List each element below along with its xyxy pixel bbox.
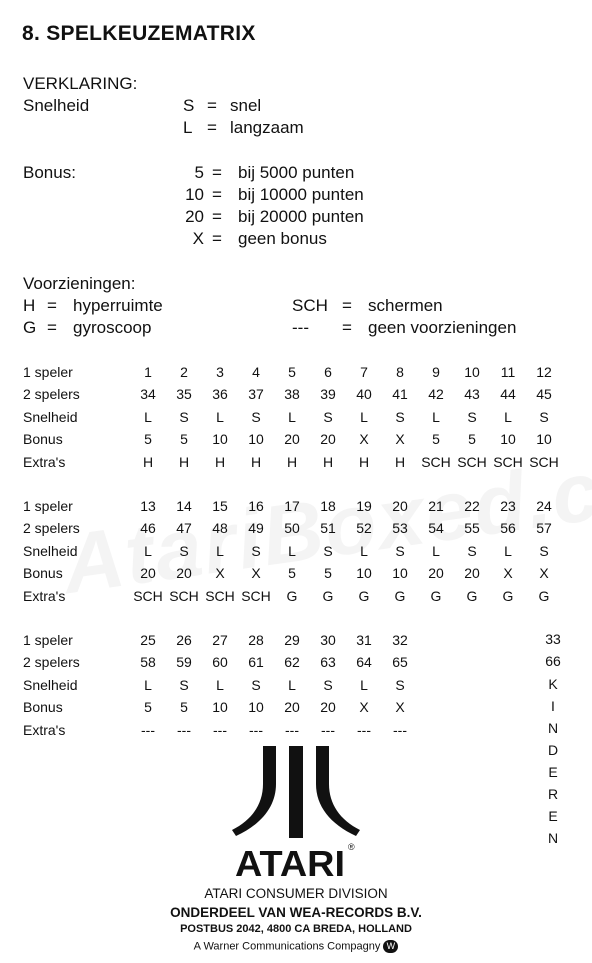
one-player-number: 9 xyxy=(432,364,440,380)
extras-value: --- xyxy=(285,721,299,738)
row-label-extras: Extra's xyxy=(23,721,66,738)
bonus-value: 5 xyxy=(468,431,476,448)
one-player-number: 15 xyxy=(212,498,228,514)
speed-value: L xyxy=(144,542,152,559)
speed-value: L xyxy=(216,408,224,425)
speed-value: L xyxy=(432,542,440,559)
bonus-value: 20 xyxy=(284,431,300,448)
legend-bonus-text: bij 10000 punten xyxy=(238,185,364,204)
legend-speed-eq-l: = xyxy=(207,118,217,137)
speed-value: L xyxy=(360,542,368,559)
footer-company: ONDERDEEL VAN WEA-RECORDS B.V. xyxy=(170,905,422,920)
one-player-number: 4 xyxy=(252,364,260,380)
extras-value: --- xyxy=(213,721,227,738)
speed-value: L xyxy=(216,542,224,559)
two-players-number: 41 xyxy=(392,386,408,403)
two-players-number: 43 xyxy=(464,386,480,403)
legend-heading: VERKLARING: xyxy=(23,74,138,93)
legend-bonus-text: bij 5000 punten xyxy=(238,163,355,182)
speed-value: L xyxy=(360,676,368,693)
legend-feature-eq: = xyxy=(47,296,57,315)
one-player-number: 5 xyxy=(288,364,296,380)
bonus-value: 10 xyxy=(500,431,516,448)
bonus-value: 10 xyxy=(212,431,228,448)
two-players-number: 57 xyxy=(536,520,552,537)
kids-letter: D xyxy=(547,742,559,758)
bonus-value: 5 xyxy=(432,431,440,448)
bonus-value: 10 xyxy=(536,431,552,448)
one-player-number: 16 xyxy=(248,498,264,514)
speed-value: S xyxy=(395,676,405,693)
bonus-value: 10 xyxy=(392,565,408,582)
extras-value: SCH xyxy=(457,453,487,470)
one-player-number: 10 xyxy=(464,364,480,380)
two-players-number: 34 xyxy=(140,386,156,403)
two-players-number: 54 xyxy=(428,520,444,537)
legend-bonus-eq: = xyxy=(212,229,222,248)
bonus-value: 10 xyxy=(212,699,228,716)
extras-value: G xyxy=(466,587,478,604)
one-player-number: 23 xyxy=(500,498,516,514)
legend-feature-code: G xyxy=(23,318,37,337)
legend-bonus-code: 5 xyxy=(194,163,204,182)
speed-value: L xyxy=(504,408,512,425)
bonus-value: 20 xyxy=(320,431,336,448)
legend-speed-code-l: L xyxy=(183,118,193,137)
row-label-one-player: 1 speler xyxy=(23,364,73,380)
bonus-value: 5 xyxy=(144,431,152,448)
extras-value: H xyxy=(142,453,154,470)
extras-value: H xyxy=(214,453,226,470)
two-players-number: 62 xyxy=(284,654,300,671)
legend-speed-text-s: snel xyxy=(230,96,262,115)
one-player-number: 19 xyxy=(356,498,372,514)
extras-value: SCH xyxy=(169,587,199,604)
warner-logo-icon: W xyxy=(383,940,398,953)
legend-feature-eq: = xyxy=(342,318,352,337)
extras-value: SCH xyxy=(493,453,523,470)
legend-feature-code: SCH xyxy=(292,296,328,315)
row-label-one-player: 1 speler xyxy=(23,498,73,514)
speed-value: S xyxy=(251,542,261,559)
two-players-number: 39 xyxy=(320,386,336,403)
speed-value: L xyxy=(288,542,296,559)
page-title: 8. SPELKEUZEMATRIX xyxy=(22,22,256,45)
bonus-value: 5 xyxy=(180,431,188,448)
legend-bonus-eq: = xyxy=(212,207,222,226)
extras-value: H xyxy=(250,453,262,470)
speed-value: S xyxy=(179,542,189,559)
legend-bonus-code: 10 xyxy=(185,185,204,204)
extras-value: --- xyxy=(357,721,371,738)
speed-value: S xyxy=(395,408,405,425)
speed-value: L xyxy=(288,676,296,693)
speed-value: S xyxy=(179,676,189,693)
kids-letter: E xyxy=(548,808,558,824)
extras-value: SCH xyxy=(421,453,451,470)
one-player-number: 28 xyxy=(248,632,264,648)
row-label-bonus: Bonus xyxy=(23,431,63,448)
one-player-number: 31 xyxy=(356,632,372,648)
two-players-number: 47 xyxy=(176,520,192,537)
speed-value: S xyxy=(323,542,333,559)
two-players-number: 40 xyxy=(356,386,372,403)
atari-fuji-right xyxy=(316,746,360,836)
row-label-extras: Extra's xyxy=(23,453,66,470)
legend-bonus-code: 20 xyxy=(185,207,204,226)
kids-letter: N xyxy=(547,720,559,736)
extras-value: --- xyxy=(141,721,155,738)
one-player-number: 1 xyxy=(144,364,152,380)
extras-value: --- xyxy=(249,721,263,738)
row-label-speed: Snelheid xyxy=(23,408,78,425)
two-players-number: 53 xyxy=(392,520,408,537)
legend-bonus-text: bij 20000 punten xyxy=(238,207,364,226)
extras-value: H xyxy=(286,453,298,470)
one-player-number: 22 xyxy=(464,498,480,514)
speed-value: L xyxy=(504,542,512,559)
two-players-number: 48 xyxy=(212,520,228,537)
atari-wordmark: ATARI xyxy=(235,843,345,878)
bonus-value: 5 xyxy=(288,565,296,582)
legend-speed-text-l: langzaam xyxy=(230,118,304,137)
two-players-number: 50 xyxy=(284,520,300,537)
bonus-value: 20 xyxy=(428,565,444,582)
extras-value: G xyxy=(538,587,550,604)
extras-value: G xyxy=(358,587,370,604)
bonus-value: X xyxy=(251,565,261,582)
row-label-one-player: 1 speler xyxy=(23,632,73,648)
one-player-number: 25 xyxy=(140,632,156,648)
bonus-value: 20 xyxy=(320,699,336,716)
bonus-value: 10 xyxy=(248,431,264,448)
legend-bonus-label: Bonus: xyxy=(23,163,76,182)
speed-value: S xyxy=(251,676,261,693)
extras-value: G xyxy=(502,587,514,604)
legend-feature-eq: = xyxy=(47,318,57,337)
extras-value: G xyxy=(430,587,442,604)
one-player-number: 14 xyxy=(176,498,192,514)
kids-letter: K xyxy=(548,676,558,692)
one-player-number: 20 xyxy=(392,498,408,514)
extras-value: --- xyxy=(321,721,335,738)
extras-value: G xyxy=(286,587,298,604)
bonus-value: X xyxy=(395,699,405,716)
row-label-speed: Snelheid xyxy=(23,542,78,559)
two-players-number: 63 xyxy=(320,654,336,671)
atari-logo-icon xyxy=(232,744,362,878)
legend-feature-code: H xyxy=(23,296,36,315)
one-player-number: 30 xyxy=(320,632,336,648)
legend-feature-text: hyperruimte xyxy=(73,296,163,315)
two-players-number: 55 xyxy=(464,520,480,537)
row-label-speed: Snelheid xyxy=(23,676,78,693)
extras-value: H xyxy=(394,453,406,470)
two-players-number: 60 xyxy=(212,654,228,671)
speed-value: S xyxy=(539,408,549,425)
extras-value: SCH xyxy=(133,587,163,604)
atari-fuji-center xyxy=(289,746,303,838)
speed-value: S xyxy=(323,676,333,693)
two-players-number: 64 xyxy=(356,654,372,671)
bonus-value: X xyxy=(503,565,513,582)
footer-division: ATARI CONSUMER DIVISION xyxy=(204,886,388,901)
speed-value: S xyxy=(539,542,549,559)
one-player-number: 29 xyxy=(284,632,300,648)
one-player-number: 7 xyxy=(360,364,368,380)
one-player-number: 18 xyxy=(320,498,336,514)
extras-value: SCH xyxy=(529,453,559,470)
bonus-value: X xyxy=(395,431,405,448)
bonus-value: 20 xyxy=(464,565,480,582)
legend-feature-eq: = xyxy=(342,296,352,315)
speed-value: S xyxy=(395,542,405,559)
legend-feature-text: schermen xyxy=(368,296,443,315)
legend-bonus-text: geen bonus xyxy=(238,229,327,248)
legend-features-label: Voorzieningen: xyxy=(23,274,136,293)
two-players-number: 36 xyxy=(212,386,228,403)
legend-feature-text: gyroscoop xyxy=(73,318,152,337)
row-label-two-players: 2 spelers xyxy=(23,386,80,403)
kids-letter: E xyxy=(548,764,558,780)
legend-speed-eq-s: = xyxy=(207,96,217,115)
row-label-extras: Extra's xyxy=(23,587,66,604)
one-player-number: 17 xyxy=(284,498,300,514)
legend-bonus-eq: = xyxy=(212,163,222,182)
kids-one-player: 33 xyxy=(545,631,561,647)
bonus-value: 10 xyxy=(248,699,264,716)
bonus-value: X xyxy=(359,431,369,448)
two-players-number: 65 xyxy=(392,654,408,671)
row-label-bonus: Bonus xyxy=(23,565,63,582)
speed-value: S xyxy=(467,542,477,559)
row-label-two-players: 2 spelers xyxy=(23,654,80,671)
two-players-number: 37 xyxy=(248,386,264,403)
atari-registered-mark: ® xyxy=(348,842,355,852)
bonus-value: 5 xyxy=(144,699,152,716)
kids-letter: I xyxy=(551,698,555,714)
legend-bonus-code: X xyxy=(192,229,204,248)
speed-value: L xyxy=(288,408,296,425)
extras-value: SCH xyxy=(205,587,235,604)
one-player-number: 21 xyxy=(428,498,444,514)
two-players-number: 59 xyxy=(176,654,192,671)
extras-value: H xyxy=(358,453,370,470)
two-players-number: 38 xyxy=(284,386,300,403)
one-player-number: 8 xyxy=(396,364,404,380)
extras-value: --- xyxy=(177,721,191,738)
two-players-number: 44 xyxy=(500,386,516,403)
speed-value: S xyxy=(251,408,261,425)
row-label-two-players: 2 spelers xyxy=(23,520,80,537)
legend-speed-label: Snelheid xyxy=(23,96,90,115)
one-player-number: 27 xyxy=(212,632,228,648)
watermark xyxy=(57,424,592,614)
bonus-value: X xyxy=(215,565,225,582)
extras-value: G xyxy=(394,587,406,604)
bonus-value: 20 xyxy=(140,565,156,582)
one-player-number: 2 xyxy=(180,364,188,380)
bonus-value: 10 xyxy=(356,565,372,582)
one-player-number: 11 xyxy=(500,364,516,380)
two-players-number: 52 xyxy=(356,520,372,537)
bonus-value: X xyxy=(359,699,369,716)
one-player-number: 32 xyxy=(392,632,408,648)
speed-value: S xyxy=(179,408,189,425)
two-players-number: 49 xyxy=(248,520,264,537)
speed-value: L xyxy=(216,676,224,693)
two-players-number: 35 xyxy=(176,386,192,403)
bonus-value: 5 xyxy=(180,699,188,716)
speed-value: L xyxy=(144,408,152,425)
legend-speed-code-s: S xyxy=(183,96,195,115)
extras-value: H xyxy=(178,453,190,470)
footer-warner-text: A Warner Communications Compagny xyxy=(193,940,381,953)
footer-address: POSTBUS 2042, 4800 CA BREDA, HOLLAND xyxy=(180,923,412,935)
extras-value: SCH xyxy=(241,587,271,604)
two-players-number: 58 xyxy=(140,654,156,671)
bonus-value: 5 xyxy=(324,565,332,582)
one-player-number: 13 xyxy=(140,498,156,514)
one-player-number: 12 xyxy=(536,364,552,380)
kids-letter: N xyxy=(547,830,559,846)
atari-fuji-left xyxy=(232,746,276,836)
row-label-bonus: Bonus xyxy=(23,699,63,716)
legend-feature-text: geen voorzieningen xyxy=(368,318,517,337)
speed-value: S xyxy=(467,408,477,425)
two-players-number: 61 xyxy=(248,654,264,671)
bonus-value: 20 xyxy=(284,699,300,716)
two-players-number: 45 xyxy=(536,386,552,403)
extras-value: --- xyxy=(393,721,407,738)
one-player-number: 3 xyxy=(216,364,224,380)
legend-feature-code: --- xyxy=(292,318,309,337)
two-players-number: 46 xyxy=(140,520,156,537)
extras-value: G xyxy=(322,587,334,604)
speed-value: S xyxy=(323,408,333,425)
two-players-number: 51 xyxy=(320,520,336,537)
one-player-number: 26 xyxy=(176,632,192,648)
two-players-number: 42 xyxy=(428,386,444,403)
legend-bonus-eq: = xyxy=(212,185,222,204)
one-player-number: 24 xyxy=(536,498,552,514)
one-player-number: 6 xyxy=(324,364,332,380)
two-players-number: 56 xyxy=(500,520,516,537)
footer-warner xyxy=(0,940,592,953)
speed-value: L xyxy=(144,676,152,693)
kids-letter: R xyxy=(547,786,559,802)
bonus-value: X xyxy=(539,565,549,582)
extras-value: H xyxy=(322,453,334,470)
speed-value: L xyxy=(360,408,368,425)
kids-two-players: 66 xyxy=(545,653,561,669)
speed-value: L xyxy=(432,408,440,425)
bonus-value: 20 xyxy=(176,565,192,582)
